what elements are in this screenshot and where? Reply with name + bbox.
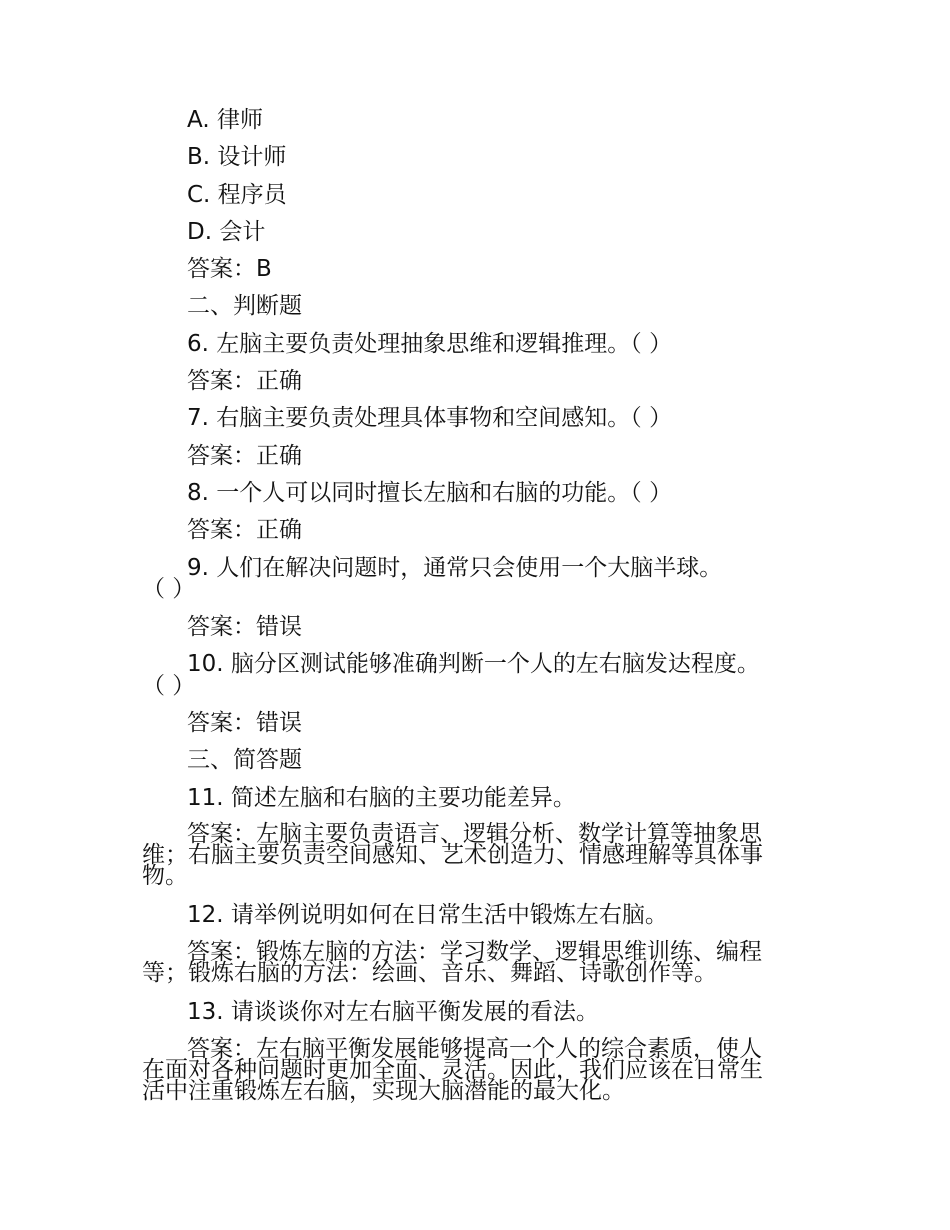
q9-text: 9. 人们在解决问题时，通常只会使用一个大脑半球。 <box>187 555 723 581</box>
q6-text: 6. 左脑主要负责处理抽象思维和逻辑推理。（ ） <box>187 331 673 357</box>
q12-answer-line-1: 答案：锻炼左脑的方法：学习数学、逻辑思维训练、编程 <box>187 939 762 965</box>
q10-text-cont: （ ） <box>142 673 196 699</box>
q10-text: 10. 脑分区测试能够准确判断一个人的左右脑发达程度。 <box>187 651 760 677</box>
q13-text: 13. 请谈谈你对左右脑平衡发展的看法。 <box>187 999 599 1025</box>
q5-answer: 答案：B <box>187 256 272 282</box>
q5-option-d: D. 会计 <box>187 219 266 245</box>
q7-answer: 答案：正确 <box>187 443 302 469</box>
q5-option-c: C. 程序员 <box>187 182 287 208</box>
q9-text-cont: （ ） <box>142 576 196 602</box>
section-2-title: 二、判断题 <box>187 293 302 319</box>
q12-answer-line-2: 等；锻炼右脑的方法：绘画、音乐、舞蹈、诗歌创作等。 <box>142 960 717 986</box>
q9-answer: 答案：错误 <box>187 614 302 640</box>
q12-text: 12. 请举例说明如何在日常生活中锻炼左右脑。 <box>187 902 668 928</box>
q7-text: 7. 右脑主要负责处理具体事物和空间感知。（ ） <box>187 405 673 431</box>
q13-answer-line-2: 在面对各种问题时更加全面、灵活。因此，我们应该在日常生 <box>142 1057 763 1083</box>
q5-option-a: A. 律师 <box>187 107 263 133</box>
q13-answer-line-1: 答案：左右脑平衡发展能够提高一个人的综合素质，使人 <box>187 1036 762 1062</box>
q13-answer-line-3: 活中注重锻炼左右脑，实现大脑潜能的最大化。 <box>142 1078 625 1104</box>
q8-text: 8. 一个人可以同时擅长左脑和右脑的功能。（ ） <box>187 480 673 506</box>
q11-answer-line-1: 答案：左脑主要负责语言、逻辑分析、数学计算等抽象思 <box>187 821 762 847</box>
q6-answer: 答案：正确 <box>187 368 302 394</box>
q11-text: 11. 简述左脑和右脑的主要功能差异。 <box>187 785 576 811</box>
section-3-title: 三、简答题 <box>187 747 302 773</box>
q11-answer-line-3: 物。 <box>142 863 188 889</box>
q5-option-b: B. 设计师 <box>187 144 287 170</box>
q11-answer-line-2: 维；右脑主要负责空间感知、艺术创造力、情感理解等具体事 <box>142 842 763 868</box>
q10-answer: 答案：错误 <box>187 710 302 736</box>
q8-answer: 答案：正确 <box>187 517 302 543</box>
